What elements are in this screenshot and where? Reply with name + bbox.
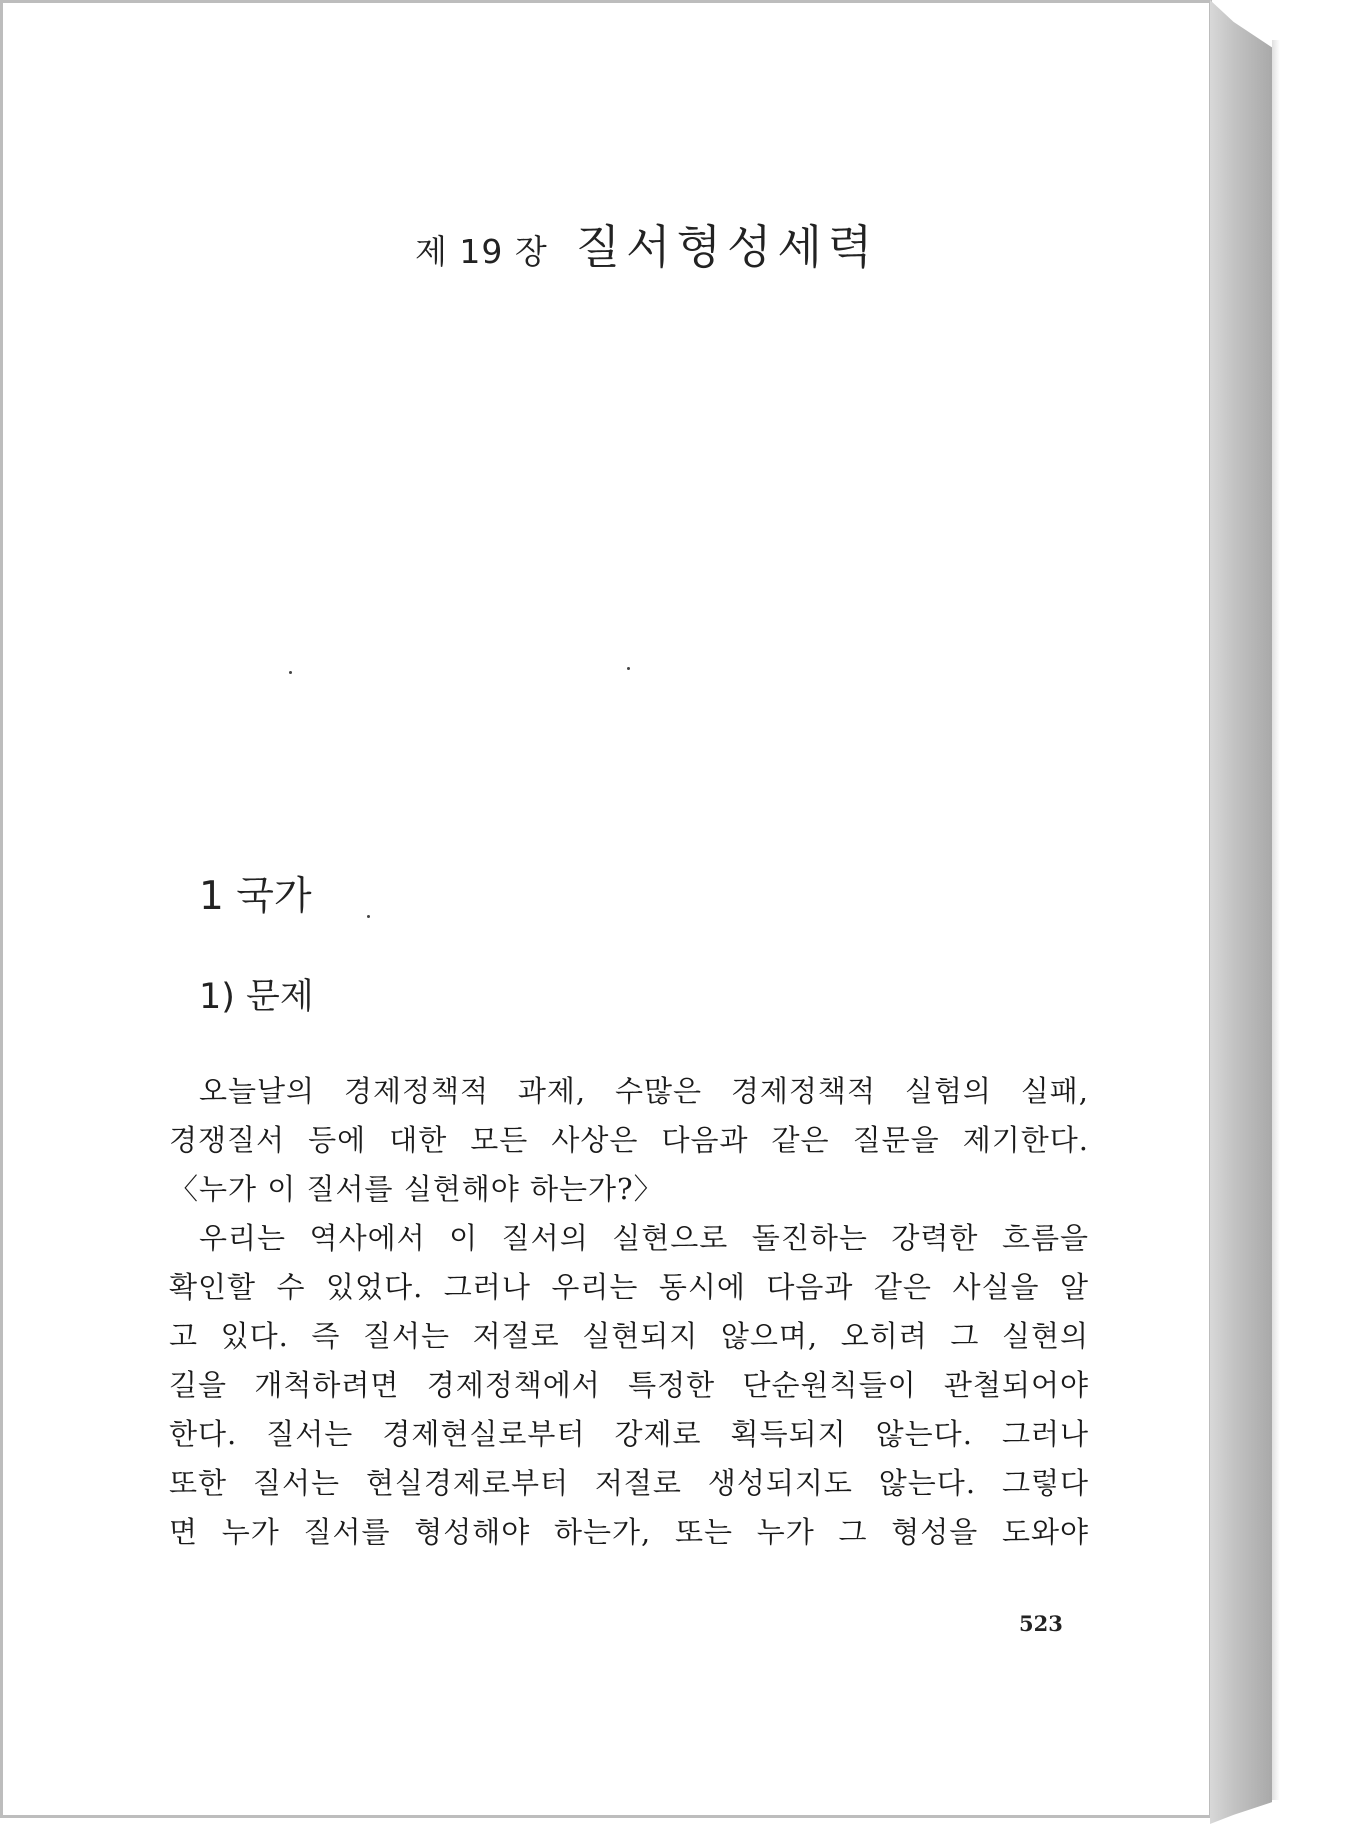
body-line: 한다. 질서는 경제현실로부터 강제로 획득되지 않는다. 그러나 bbox=[169, 1417, 1089, 1451]
body-line: 또한 질서는 현실경제로부터 저절로 생성되지도 않는다. 그렇다 bbox=[169, 1466, 1089, 1500]
body-line: 면 누가 질서를 형성해야 하는가, 또는 누가 그 형성을 도와야 bbox=[169, 1515, 1089, 1549]
body-line: 오늘날의 경제정책적 과제, 수많은 경제정책적 실험의 실패, bbox=[199, 1074, 1089, 1108]
page-stack-edge bbox=[1210, 0, 1272, 1824]
body-line: 확인할 수 있었다. 그러나 우리는 동시에 다음과 같은 사실을 알 bbox=[169, 1270, 1089, 1304]
body-line: 경쟁질서 등에 대한 모든 사상은 다음과 같은 질문을 제기한다. bbox=[169, 1123, 1089, 1157]
body-line: 고 있다. 즉 질서는 저절로 실현되지 않으며, 오히려 그 실현의 bbox=[169, 1319, 1089, 1353]
body-line: 길을 개척하려면 경제정책에서 특정한 단순원칙들이 관철되어야 bbox=[169, 1368, 1089, 1402]
subsection-heading: 1) 문제 bbox=[199, 977, 314, 1017]
chapter-title bbox=[415, 211, 878, 277]
body-line: 〈누가 이 질서를 실현해야 하는가?〉 bbox=[169, 1172, 664, 1206]
body-text bbox=[169, 1067, 1089, 1557]
scan-speck bbox=[627, 667, 630, 670]
page-number: 523 bbox=[1019, 1611, 1063, 1636]
chapter-number: 제 19 장 bbox=[415, 232, 548, 271]
body-line: 우리는 역사에서 이 질서의 실현으로 돌진하는 강력한 흐름을 bbox=[199, 1221, 1089, 1255]
section-heading: 1 국가 bbox=[199, 874, 312, 919]
scan-speck bbox=[289, 671, 292, 674]
chapter-name: 질서형성세력 bbox=[575, 220, 879, 274]
page-stack-shadow bbox=[1272, 40, 1280, 1800]
scan-speck bbox=[367, 915, 370, 918]
